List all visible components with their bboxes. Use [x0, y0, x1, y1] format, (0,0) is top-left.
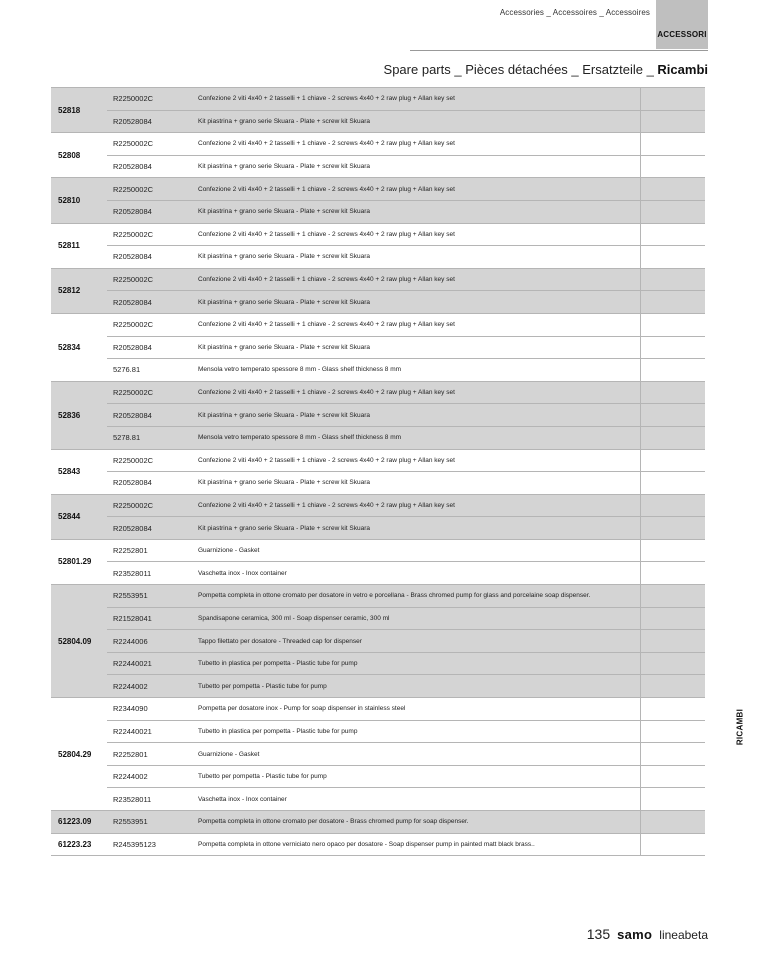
part-code: R2250002C: [107, 133, 191, 156]
part-description: Confezione 2 viti 4x40 + 2 tasselli + 1 chiave - 2 screws 4x40 + 2 raw plug + Allan key set: [191, 268, 640, 291]
page-title: [384, 62, 708, 77]
empty-cell: [640, 765, 705, 788]
part-description: Tubetto per pompetta - Plastic tube for pump: [191, 675, 640, 698]
empty-cell: [640, 110, 705, 133]
empty-cell: [640, 720, 705, 743]
part-description: Tubetto per pompetta - Plastic tube for pump: [191, 765, 640, 788]
model-code: 52836: [51, 381, 107, 449]
empty-cell: [640, 675, 705, 698]
model-code: 52843: [51, 449, 107, 494]
part-code: R2250002C: [107, 313, 191, 336]
table-row: [51, 404, 705, 427]
spare-parts-table-body: [51, 88, 705, 856]
table-row: [51, 110, 705, 133]
part-description: Confezione 2 viti 4x40 + 2 tasselli + 1 chiave - 2 screws 4x40 + 2 raw plug + Allan key set: [191, 178, 640, 201]
table-row: [51, 268, 705, 291]
part-description: Guarnizione - Gasket: [191, 743, 640, 766]
page-title-prefix: Spare parts _ Pièces détachées _ Ersatzteile _: [383, 62, 658, 77]
part-code: R23528011: [107, 788, 191, 811]
table-row: [51, 359, 705, 382]
empty-cell: [640, 313, 705, 336]
part-description: Confezione 2 viti 4x40 + 2 tasselli + 1 chiave - 2 screws 4x40 + 2 raw plug + Allan key set: [191, 494, 640, 517]
model-code: 52810: [51, 178, 107, 223]
table-row: [51, 630, 705, 653]
part-code: R2250002C: [107, 494, 191, 517]
table-row: [51, 811, 705, 834]
empty-cell: [640, 133, 705, 156]
empty-cell: [640, 381, 705, 404]
empty-cell: [640, 449, 705, 472]
part-description: Mensola vetro temperato spessore 8 mm - Glass shelf thickness 8 mm: [191, 359, 640, 382]
table-row: [51, 765, 705, 788]
part-code: R2252801: [107, 539, 191, 562]
empty-cell: [640, 178, 705, 201]
empty-cell: [640, 155, 705, 178]
part-description: Confezione 2 viti 4x40 + 2 tasselli + 1 chiave - 2 screws 4x40 + 2 raw plug + Allan key set: [191, 449, 640, 472]
part-code: R22440021: [107, 652, 191, 675]
table-row: [51, 517, 705, 540]
empty-cell: [640, 223, 705, 246]
part-description: Pompetta completa in ottone cromato per dosatore in vetro e porcellana - Brass chromed pump for glass and porcelaine soap dispenser.: [191, 585, 640, 608]
part-code: R20528084: [107, 336, 191, 359]
empty-cell: [640, 607, 705, 630]
model-code: 52808: [51, 133, 107, 178]
part-code: R22440021: [107, 720, 191, 743]
empty-cell: [640, 268, 705, 291]
part-description: Confezione 2 viti 4x40 + 2 tasselli + 1 chiave - 2 screws 4x40 + 2 raw plug + Allan key set: [191, 88, 640, 111]
part-description: Tubetto in plastica per pompetta - Plastic tube for pump: [191, 720, 640, 743]
part-code: R2244002: [107, 675, 191, 698]
model-code: 52818: [51, 88, 107, 133]
part-code: R2553951: [107, 811, 191, 834]
breadcrumb: Accessories _ Accessoires _ Accessoires: [499, 8, 650, 17]
table-row: [51, 426, 705, 449]
empty-cell: [640, 426, 705, 449]
side-label: [733, 705, 747, 749]
page-number: 135: [586, 926, 611, 942]
table-row: [51, 539, 705, 562]
part-code: R2250002C: [107, 223, 191, 246]
part-code: R20528084: [107, 472, 191, 495]
part-description: Confezione 2 viti 4x40 + 2 tasselli + 1 chiave - 2 screws 4x40 + 2 raw plug + Allan key set: [191, 313, 640, 336]
part-description: Pompetta completa in ottone verniciato nero opaco per dosatore - Soap dispenser pump in painted matt black brass..: [191, 833, 640, 856]
part-description: Kit piastrina + grano serie Skuara - Plate + screw kit Skuara: [191, 246, 640, 269]
part-code: R20528084: [107, 517, 191, 540]
part-description: Vaschetta inox - Inox container: [191, 788, 640, 811]
part-code: R2553951: [107, 585, 191, 608]
side-label-text: RICAMBI: [735, 708, 745, 746]
empty-cell: [640, 404, 705, 427]
empty-cell: [640, 788, 705, 811]
empty-cell: [640, 539, 705, 562]
empty-cell: [640, 88, 705, 111]
table-row: [51, 200, 705, 223]
empty-cell: [640, 743, 705, 766]
part-description: Guarnizione - Gasket: [191, 539, 640, 562]
model-code: 52834: [51, 313, 107, 381]
part-description: Kit piastrina + grano serie Skuara - Plate + screw kit Skuara: [191, 200, 640, 223]
empty-cell: [640, 200, 705, 223]
part-code: R2250002C: [107, 449, 191, 472]
empty-cell: [640, 562, 705, 585]
table-row: [51, 246, 705, 269]
section-tab: [656, 0, 708, 49]
part-code: R20528084: [107, 404, 191, 427]
table-row: [51, 743, 705, 766]
footer: [587, 926, 708, 942]
part-code: R20528084: [107, 200, 191, 223]
part-description: Spandisapone ceramica, 300 ml - Soap dispenser ceramic, 300 ml: [191, 607, 640, 630]
part-description: Mensola vetro temperato spessore 8 mm - Glass shelf thickness 8 mm: [191, 426, 640, 449]
table-row: [51, 88, 705, 111]
empty-cell: [640, 630, 705, 653]
table-row: [51, 472, 705, 495]
part-description: Kit piastrina + grano serie Skuara - Plate + screw kit Skuara: [191, 517, 640, 540]
part-description: Pompetta completa in ottone cromato per dosatore - Brass chromed pump for soap dispenser.: [191, 811, 640, 834]
empty-cell: [640, 359, 705, 382]
part-description: Tubetto in plastica per pompetta - Plastic tube for pump: [191, 652, 640, 675]
empty-cell: [640, 585, 705, 608]
section-tab-label: ACCESSORI: [657, 30, 707, 39]
model-code: 52844: [51, 494, 107, 539]
part-description: Confezione 2 viti 4x40 + 2 tasselli + 1 chiave - 2 screws 4x40 + 2 raw plug + Allan key set: [191, 223, 640, 246]
table-row: [51, 607, 705, 630]
table-row: [51, 675, 705, 698]
model-code: 52804.09: [51, 585, 107, 698]
empty-cell: [640, 472, 705, 495]
table-row: [51, 788, 705, 811]
table-row: [51, 562, 705, 585]
part-description: Pompetta per dosatore inox - Pump for soap dispenser in stainless steel: [191, 698, 640, 721]
part-code: R20528084: [107, 155, 191, 178]
part-code: R20528084: [107, 291, 191, 314]
part-code: R23528011: [107, 562, 191, 585]
part-description: Vaschetta inox - Inox container: [191, 562, 640, 585]
part-description: Kit piastrina + grano serie Skuara - Plate + screw kit Skuara: [191, 291, 640, 314]
part-description: Kit piastrina + grano serie Skuara - Plate + screw kit Skuara: [191, 110, 640, 133]
header-divider: [410, 50, 708, 51]
table-row: [51, 720, 705, 743]
model-code: 52804.29: [51, 698, 107, 811]
part-description: Kit piastrina + grano serie Skuara - Plate + screw kit Skuara: [191, 404, 640, 427]
spare-parts-table: [51, 87, 705, 856]
part-code: R2344090: [107, 698, 191, 721]
table-row: [51, 652, 705, 675]
part-code: R2252801: [107, 743, 191, 766]
part-code: R20528084: [107, 246, 191, 269]
empty-cell: [640, 246, 705, 269]
part-code: 5278.81: [107, 426, 191, 449]
empty-cell: [640, 811, 705, 834]
page-title-bold: Ricambi: [657, 62, 708, 77]
model-code: 52801.29: [51, 539, 107, 584]
table-row: [51, 381, 705, 404]
part-code: R2250002C: [107, 268, 191, 291]
table-row: [51, 155, 705, 178]
table-row: [51, 833, 705, 856]
empty-cell: [640, 517, 705, 540]
empty-cell: [640, 494, 705, 517]
table-row: [51, 178, 705, 201]
table-row: [51, 313, 705, 336]
part-code: R2250002C: [107, 381, 191, 404]
table-row: [51, 336, 705, 359]
part-description: Kit piastrina + grano serie Skuara - Plate + screw kit Skuara: [191, 336, 640, 359]
table-row: [51, 133, 705, 156]
part-code: R245395123: [107, 833, 191, 856]
table-row: [51, 291, 705, 314]
part-code: R2244002: [107, 765, 191, 788]
table-row: [51, 494, 705, 517]
empty-cell: [640, 336, 705, 359]
brand-line: lineabeta: [659, 928, 708, 942]
empty-cell: [640, 652, 705, 675]
empty-cell: [640, 291, 705, 314]
table-row: [51, 585, 705, 608]
part-description: Kit piastrina + grano serie Skuara - Plate + screw kit Skuara: [191, 155, 640, 178]
part-code: R2250002C: [107, 178, 191, 201]
model-code: 52812: [51, 268, 107, 313]
empty-cell: [640, 698, 705, 721]
model-code: 61223.09: [51, 811, 107, 834]
table-row: [51, 698, 705, 721]
part-code: R2250002C: [107, 88, 191, 111]
model-code: 52811: [51, 223, 107, 268]
part-code: 5276.81: [107, 359, 191, 382]
part-description: Tappo filettato per dosatore - Threaded cap for dispenser: [191, 630, 640, 653]
brand-logo: samo: [617, 927, 653, 942]
part-description: Kit piastrina + grano serie Skuara - Plate + screw kit Skuara: [191, 472, 640, 495]
part-description: Confezione 2 viti 4x40 + 2 tasselli + 1 chiave - 2 screws 4x40 + 2 raw plug + Allan key set: [191, 133, 640, 156]
part-description: Confezione 2 viti 4x40 + 2 tasselli + 1 chiave - 2 screws 4x40 + 2 raw plug + Allan key set: [191, 381, 640, 404]
empty-cell: [640, 833, 705, 856]
part-code: R20528084: [107, 110, 191, 133]
part-code: R21528041: [107, 607, 191, 630]
part-code: R2244006: [107, 630, 191, 653]
table-row: [51, 449, 705, 472]
model-code: 61223.23: [51, 833, 107, 856]
table-row: [51, 223, 705, 246]
